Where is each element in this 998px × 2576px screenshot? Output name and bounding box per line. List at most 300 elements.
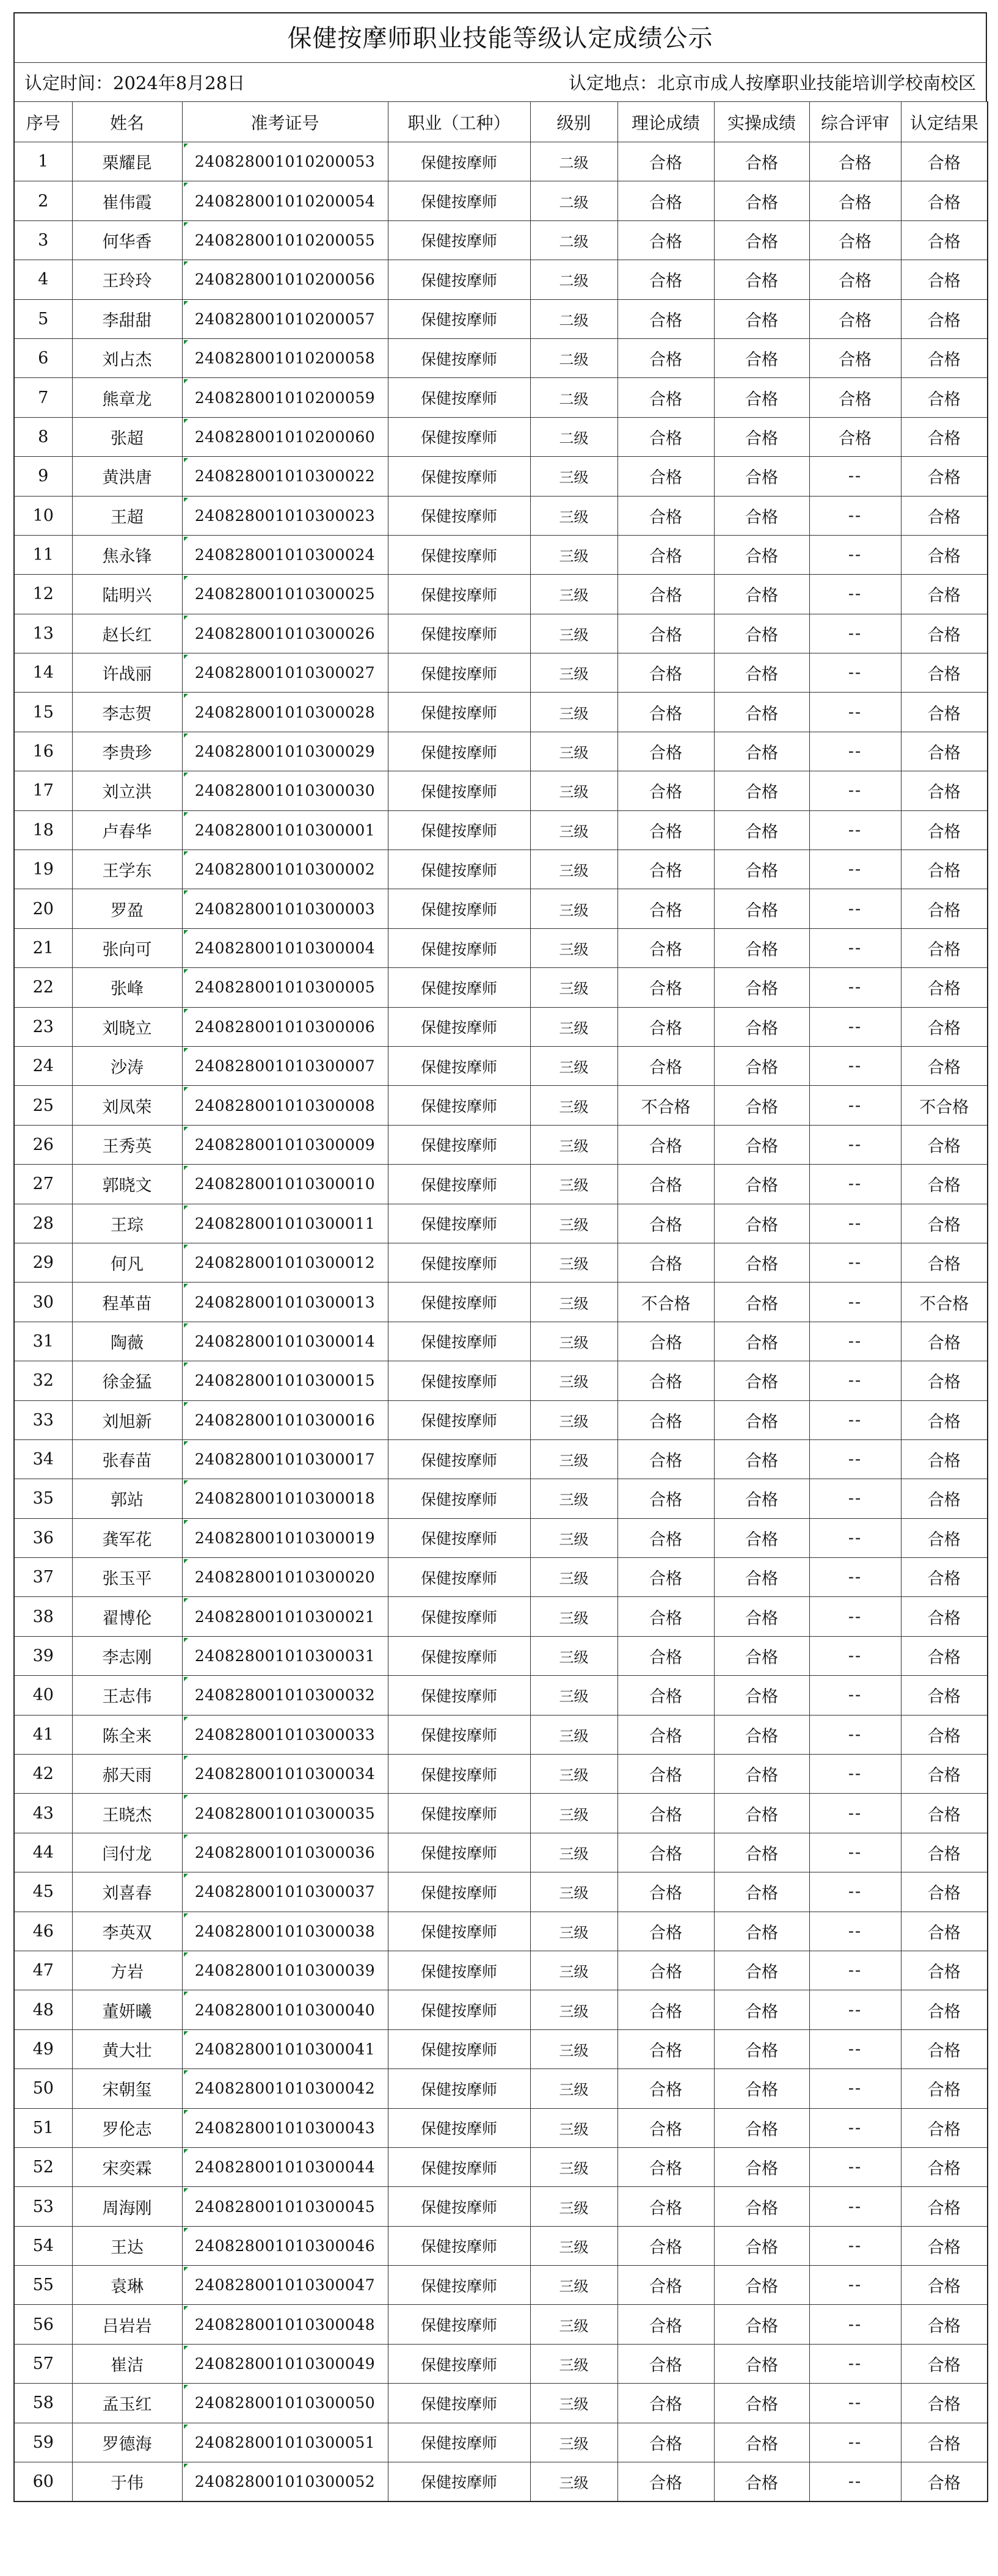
occupation-cell: 保健按摩师 [388, 1518, 530, 1557]
occupation-cell: 保健按摩师 [388, 614, 530, 653]
practical-cell: 合格 [714, 1322, 809, 1361]
ticket-id-cell: 240828001010200053 [182, 142, 388, 181]
occupation-cell: 保健按摩师 [388, 2147, 530, 2186]
index-cell: 43 [14, 1794, 72, 1833]
level-cell: 二级 [530, 417, 617, 456]
occupation-cell: 保健按摩师 [388, 653, 530, 693]
level-cell: 三级 [530, 1322, 617, 1361]
table-row [14, 1361, 988, 1400]
result-cell: 合格 [901, 810, 988, 850]
review-cell: -- [809, 1322, 901, 1361]
level-cell: 三级 [530, 1204, 617, 1243]
index-cell: 38 [14, 1597, 72, 1636]
level-cell: 三级 [530, 771, 617, 810]
result-cell: 合格 [901, 928, 988, 967]
theory-cell: 合格 [617, 1794, 714, 1833]
theory-cell: 合格 [617, 181, 714, 220]
practical-cell: 合格 [714, 2305, 809, 2344]
name-cell: 陈全来 [72, 1715, 182, 1754]
review-cell: -- [809, 1243, 901, 1282]
result-cell: 合格 [901, 1125, 988, 1164]
ticket-id-cell: 240828001010300007 [182, 1046, 388, 1085]
theory-cell: 合格 [617, 1322, 714, 1361]
occupation-cell: 保健按摩师 [388, 1046, 530, 1085]
ticket-id-cell: 240828001010200056 [182, 260, 388, 299]
occupation-cell: 保健按摩师 [388, 2384, 530, 2423]
table-row [14, 2187, 988, 2226]
name-cell: 栗耀昆 [72, 142, 182, 181]
level-cell: 二级 [530, 260, 617, 299]
table-row [14, 575, 988, 614]
theory-cell: 合格 [617, 2423, 714, 2462]
result-cell: 合格 [901, 2147, 988, 2186]
index-cell: 48 [14, 1990, 72, 2029]
name-cell: 王玲玲 [72, 260, 182, 299]
practical-cell: 合格 [714, 732, 809, 771]
name-cell: 李甜甜 [72, 299, 182, 338]
review-cell: -- [809, 1400, 901, 1439]
name-cell: 方岩 [72, 1951, 182, 1990]
name-cell: 李贵珍 [72, 732, 182, 771]
index-cell: 8 [14, 417, 72, 456]
index-cell: 20 [14, 889, 72, 928]
practical-cell: 合格 [714, 968, 809, 1007]
practical-cell: 合格 [714, 1794, 809, 1833]
occupation-cell: 保健按摩师 [388, 2305, 530, 2344]
table-row [14, 928, 988, 967]
occupation-cell: 保健按摩师 [388, 1125, 530, 1164]
table-row [14, 1086, 988, 1125]
ticket-id-cell: 240828001010200060 [182, 417, 388, 456]
practical-cell: 合格 [714, 2108, 809, 2147]
occupation-cell: 保健按摩师 [388, 260, 530, 299]
index-cell: 39 [14, 1636, 72, 1675]
index-cell: 1 [14, 142, 72, 181]
table-row [14, 338, 988, 377]
ticket-id-cell: 240828001010300003 [182, 889, 388, 928]
level-cell: 三级 [530, 1046, 617, 1085]
occupation-cell: 保健按摩师 [388, 1912, 530, 1951]
name-cell: 罗盈 [72, 889, 182, 928]
theory-cell: 合格 [617, 1872, 714, 1912]
level-cell: 三级 [530, 1715, 617, 1754]
table-row [14, 2266, 988, 2305]
level-cell: 三级 [530, 1872, 617, 1912]
index-cell: 35 [14, 1479, 72, 1518]
practical-cell: 合格 [714, 1872, 809, 1912]
result-cell: 合格 [901, 693, 988, 732]
table-row [14, 457, 988, 496]
occupation-cell: 保健按摩师 [388, 2069, 530, 2108]
theory-cell: 合格 [617, 1951, 714, 1990]
review-cell: -- [809, 771, 901, 810]
table-row [14, 1558, 988, 1597]
ticket-id-cell: 240828001010200057 [182, 299, 388, 338]
ticket-id-cell: 240828001010300026 [182, 614, 388, 653]
index-cell: 49 [14, 2029, 72, 2068]
ticket-id-cell: 240828001010300040 [182, 1990, 388, 2029]
review-cell: -- [809, 575, 901, 614]
level-cell: 三级 [530, 653, 617, 693]
level-cell: 三级 [530, 457, 617, 496]
index-cell: 22 [14, 968, 72, 1007]
name-cell: 刘凤荣 [72, 1086, 182, 1125]
practical-cell: 合格 [714, 1046, 809, 1085]
review-cell: -- [809, 1951, 901, 1990]
index-cell: 16 [14, 732, 72, 771]
name-cell: 郝天雨 [72, 1755, 182, 1794]
index-cell: 31 [14, 1322, 72, 1361]
review-cell: 合格 [809, 220, 901, 260]
page-title: 保健按摩师职业技能等级认定成绩公示 [13, 12, 987, 62]
table-row [14, 693, 988, 732]
theory-cell: 合格 [617, 496, 714, 535]
result-cell: 合格 [901, 653, 988, 693]
theory-cell: 合格 [617, 1990, 714, 2029]
occupation-cell: 保健按摩师 [388, 457, 530, 496]
index-cell: 33 [14, 1400, 72, 1439]
index-cell: 59 [14, 2423, 72, 2462]
ticket-id-cell: 240828001010300035 [182, 1794, 388, 1833]
review-cell: -- [809, 1518, 901, 1557]
review-cell: -- [809, 1755, 901, 1794]
index-cell: 51 [14, 2108, 72, 2147]
ticket-id-cell: 240828001010300045 [182, 2187, 388, 2226]
meta-row [13, 62, 987, 101]
name-cell: 何华香 [72, 220, 182, 260]
review-cell: -- [809, 1558, 901, 1597]
level-cell: 三级 [530, 2147, 617, 2186]
level-cell: 三级 [530, 1439, 617, 1479]
table-row [14, 417, 988, 456]
name-cell: 刘立洪 [72, 771, 182, 810]
ticket-id-cell: 240828001010300047 [182, 2266, 388, 2305]
occupation-cell: 保健按摩师 [388, 1597, 530, 1636]
name-cell: 郭站 [72, 1479, 182, 1518]
result-cell: 合格 [901, 1794, 988, 1833]
review-cell: -- [809, 1361, 901, 1400]
occupation-cell: 保健按摩师 [388, 2266, 530, 2305]
theory-cell: 合格 [617, 2305, 714, 2344]
result-cell: 合格 [901, 1912, 988, 1951]
practical-cell: 合格 [714, 535, 809, 574]
header-cell-theory: 理论成绩 [617, 102, 714, 142]
table-row [14, 1243, 988, 1282]
result-cell: 合格 [901, 2029, 988, 2068]
level-cell: 三级 [530, 2266, 617, 2305]
index-cell: 15 [14, 693, 72, 732]
practical-cell: 合格 [714, 850, 809, 889]
level-cell: 三级 [530, 2344, 617, 2383]
theory-cell: 合格 [617, 771, 714, 810]
results-sheet [13, 12, 987, 2502]
name-cell: 许战丽 [72, 653, 182, 693]
practical-cell: 合格 [714, 1400, 809, 1439]
theory-cell: 合格 [617, 1204, 714, 1243]
practical-cell: 合格 [714, 928, 809, 967]
practical-cell: 合格 [714, 653, 809, 693]
result-cell: 合格 [901, 1479, 988, 1518]
occupation-cell: 保健按摩师 [388, 575, 530, 614]
result-cell: 合格 [901, 2069, 988, 2108]
occupation-cell: 保健按摩师 [388, 1872, 530, 1912]
review-cell: -- [809, 1597, 901, 1636]
review-cell: -- [809, 2266, 901, 2305]
name-cell: 王志伟 [72, 1676, 182, 1715]
result-cell: 合格 [901, 338, 988, 377]
ticket-id-cell: 240828001010300004 [182, 928, 388, 967]
name-cell: 龚军花 [72, 1518, 182, 1557]
review-cell: -- [809, 614, 901, 653]
index-cell: 47 [14, 1951, 72, 1990]
practical-cell: 合格 [714, 1951, 809, 1990]
level-cell: 三级 [530, 1676, 617, 1715]
level-cell: 二级 [530, 220, 617, 260]
occupation-cell: 保健按摩师 [388, 181, 530, 220]
practical-cell: 合格 [714, 181, 809, 220]
result-cell: 合格 [901, 220, 988, 260]
review-cell: -- [809, 2462, 901, 2501]
theory-cell: 合格 [617, 378, 714, 417]
review-cell: -- [809, 968, 901, 1007]
ticket-id-cell: 240828001010300049 [182, 2344, 388, 2383]
ticket-id-cell: 240828001010300025 [182, 575, 388, 614]
theory-cell: 合格 [617, 2069, 714, 2108]
table-row [14, 1322, 988, 1361]
review-cell: -- [809, 1046, 901, 1085]
practical-cell: 合格 [714, 1912, 809, 1951]
table-row [14, 1872, 988, 1912]
index-cell: 12 [14, 575, 72, 614]
table-row [14, 496, 988, 535]
table-row [14, 142, 988, 181]
name-cell: 刘喜春 [72, 1872, 182, 1912]
occupation-cell: 保健按摩师 [388, 1676, 530, 1715]
occupation-cell: 保健按摩师 [388, 850, 530, 889]
name-cell: 张超 [72, 417, 182, 456]
ticket-id-cell: 240828001010300020 [182, 1558, 388, 1597]
review-cell: 合格 [809, 260, 901, 299]
table-row [14, 1400, 988, 1439]
ticket-id-cell: 240828001010300014 [182, 1322, 388, 1361]
result-cell: 合格 [901, 1676, 988, 1715]
level-cell: 三级 [530, 2069, 617, 2108]
result-cell: 合格 [901, 2305, 988, 2344]
review-cell: -- [809, 1833, 901, 1872]
index-cell: 58 [14, 2384, 72, 2423]
occupation-cell: 保健按摩师 [388, 1715, 530, 1754]
name-cell: 王学东 [72, 850, 182, 889]
name-cell: 张玉平 [72, 1558, 182, 1597]
level-cell: 三级 [530, 1165, 617, 1204]
occupation-cell: 保健按摩师 [388, 1794, 530, 1833]
result-cell: 合格 [901, 575, 988, 614]
table-row [14, 1007, 988, 1046]
review-cell: -- [809, 1007, 901, 1046]
ticket-id-cell: 240828001010300043 [182, 2108, 388, 2147]
ticket-id-cell: 240828001010300021 [182, 1597, 388, 1636]
name-cell: 宋朝玺 [72, 2069, 182, 2108]
index-cell: 45 [14, 1872, 72, 1912]
table-row [14, 2462, 988, 2501]
theory-cell: 合格 [617, 220, 714, 260]
index-cell: 28 [14, 1204, 72, 1243]
practical-cell: 合格 [714, 810, 809, 850]
level-cell: 二级 [530, 299, 617, 338]
theory-cell: 合格 [617, 2187, 714, 2226]
table-row [14, 220, 988, 260]
level-cell: 三级 [530, 2384, 617, 2423]
practical-cell: 合格 [714, 1125, 809, 1164]
review-cell: -- [809, 2187, 901, 2226]
practical-cell: 合格 [714, 338, 809, 377]
review-cell: 合格 [809, 181, 901, 220]
ticket-id-cell: 240828001010300002 [182, 850, 388, 889]
result-cell: 合格 [901, 968, 988, 1007]
review-cell: -- [809, 1165, 901, 1204]
result-cell: 合格 [901, 2462, 988, 2501]
theory-cell: 合格 [617, 2344, 714, 2383]
result-cell: 不合格 [901, 1086, 988, 1125]
practical-cell: 合格 [714, 457, 809, 496]
theory-cell: 合格 [617, 1597, 714, 1636]
table-row [14, 2384, 988, 2423]
name-cell: 卢春华 [72, 810, 182, 850]
table-row [14, 2029, 988, 2068]
table-row [14, 1597, 988, 1636]
occupation-cell: 保健按摩师 [388, 1086, 530, 1125]
level-cell: 三级 [530, 1400, 617, 1439]
review-cell: -- [809, 457, 901, 496]
theory-cell: 合格 [617, 1439, 714, 1479]
theory-cell: 合格 [617, 1125, 714, 1164]
level-cell: 三级 [530, 693, 617, 732]
theory-cell: 合格 [617, 338, 714, 377]
occupation-cell: 保健按摩师 [388, 1243, 530, 1282]
name-cell: 袁琳 [72, 2266, 182, 2305]
result-cell: 合格 [901, 142, 988, 181]
level-cell: 三级 [530, 575, 617, 614]
header-cell-practical: 实操成绩 [714, 102, 809, 142]
index-cell: 50 [14, 2069, 72, 2108]
name-cell: 王琮 [72, 1204, 182, 1243]
theory-cell: 合格 [617, 2029, 714, 2068]
result-cell: 合格 [901, 1243, 988, 1282]
theory-cell: 合格 [617, 2384, 714, 2423]
header-cell-ticket-id: 准考证号 [182, 102, 388, 142]
theory-cell: 合格 [617, 968, 714, 1007]
practical-cell: 合格 [714, 693, 809, 732]
result-cell: 不合格 [901, 1283, 988, 1322]
practical-cell: 合格 [714, 614, 809, 653]
level-cell: 三级 [530, 928, 617, 967]
table-row [14, 1125, 988, 1164]
level-cell: 三级 [530, 1951, 617, 1990]
ticket-id-cell: 240828001010300042 [182, 2069, 388, 2108]
header-cell-index: 序号 [14, 102, 72, 142]
review-cell: -- [809, 1479, 901, 1518]
index-cell: 52 [14, 2147, 72, 2186]
review-cell: -- [809, 1794, 901, 1833]
review-cell: -- [809, 496, 901, 535]
table-row [14, 2069, 988, 2108]
ticket-id-cell: 240828001010300009 [182, 1125, 388, 1164]
name-cell: 王达 [72, 2226, 182, 2265]
practical-cell: 合格 [714, 1165, 809, 1204]
table-row [14, 2344, 988, 2383]
ticket-id-cell: 240828001010300032 [182, 1676, 388, 1715]
name-cell: 何凡 [72, 1243, 182, 1282]
result-cell: 合格 [901, 1951, 988, 1990]
table-row [14, 1204, 988, 1243]
ticket-id-cell: 240828001010300010 [182, 1165, 388, 1204]
occupation-cell: 保健按摩师 [388, 299, 530, 338]
ticket-id-cell: 240828001010300005 [182, 968, 388, 1007]
practical-cell: 合格 [714, 2069, 809, 2108]
practical-cell: 合格 [714, 1636, 809, 1675]
ticket-id-cell: 240828001010300012 [182, 1243, 388, 1282]
review-cell: -- [809, 1676, 901, 1715]
index-cell: 2 [14, 181, 72, 220]
name-cell: 王超 [72, 496, 182, 535]
name-cell: 李志刚 [72, 1636, 182, 1675]
theory-cell: 合格 [617, 1755, 714, 1794]
result-cell: 合格 [901, 1439, 988, 1479]
review-cell: -- [809, 2423, 901, 2462]
table-row [14, 614, 988, 653]
header-cell-level: 级别 [530, 102, 617, 142]
review-cell: -- [809, 2029, 901, 2068]
review-cell: -- [809, 653, 901, 693]
review-cell: -- [809, 535, 901, 574]
table-row [14, 771, 988, 810]
name-cell: 翟博伦 [72, 1597, 182, 1636]
practical-cell: 合格 [714, 1597, 809, 1636]
practical-cell: 合格 [714, 1518, 809, 1557]
table-row [14, 1676, 988, 1715]
theory-cell: 合格 [617, 1715, 714, 1754]
result-cell: 合格 [901, 1400, 988, 1439]
result-cell: 合格 [901, 496, 988, 535]
index-cell: 36 [14, 1518, 72, 1557]
index-cell: 27 [14, 1165, 72, 1204]
occupation-cell: 保健按摩师 [388, 1636, 530, 1675]
theory-cell: 合格 [617, 1833, 714, 1872]
level-cell: 三级 [530, 2108, 617, 2147]
review-cell: -- [809, 2226, 901, 2265]
review-cell: -- [809, 1990, 901, 2029]
theory-cell: 合格 [617, 535, 714, 574]
index-cell: 10 [14, 496, 72, 535]
practical-cell: 合格 [714, 378, 809, 417]
practical-cell: 合格 [714, 2384, 809, 2423]
level-cell: 三级 [530, 1283, 617, 1322]
practical-cell: 合格 [714, 1086, 809, 1125]
occupation-cell: 保健按摩师 [388, 1951, 530, 1990]
name-cell: 徐金猛 [72, 1361, 182, 1400]
practical-cell: 合格 [714, 142, 809, 181]
table-row [14, 2108, 988, 2147]
ticket-id-cell: 240828001010300031 [182, 1636, 388, 1675]
review-cell: -- [809, 1872, 901, 1912]
theory-cell: 合格 [617, 1165, 714, 1204]
practical-cell: 合格 [714, 1361, 809, 1400]
occupation-cell: 保健按摩师 [388, 1165, 530, 1204]
practical-cell: 合格 [714, 575, 809, 614]
result-cell: 合格 [901, 1990, 988, 2029]
occupation-cell: 保健按摩师 [388, 1322, 530, 1361]
review-cell: 合格 [809, 417, 901, 456]
